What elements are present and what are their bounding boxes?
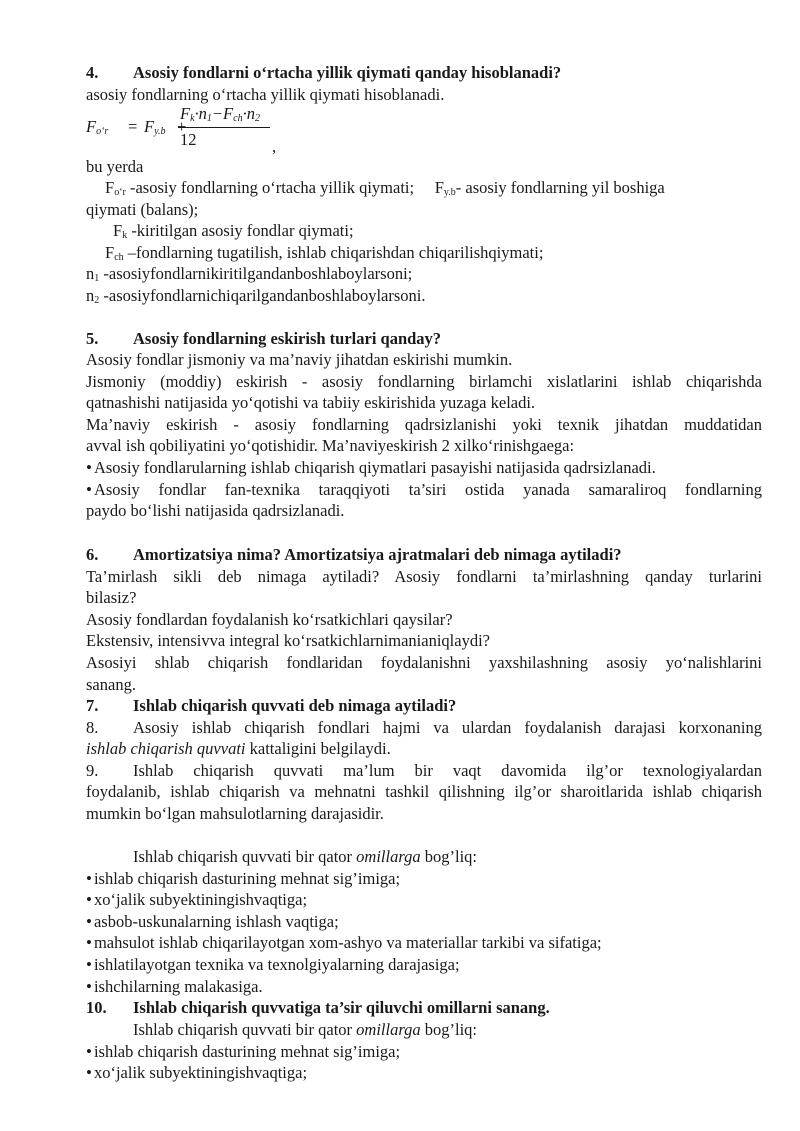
q10-heading	[86, 997, 762, 1018]
q5-number: 5.	[86, 329, 99, 348]
item-8-line-2: ishlab chiqarish quvvati kattaligini belgilaydi.	[86, 739, 391, 758]
bullet-icon	[86, 933, 94, 952]
q4-heading	[86, 62, 762, 83]
factor-item: • ishlab chiqarish dasturining mehnat sig’imiga;	[86, 868, 762, 889]
factor-item: • ishchilarning malakasiga.	[86, 976, 762, 997]
item-9-line-3: mumkin bo‘lgan mahsulotlarning darajasidir.	[86, 804, 384, 823]
definition-n2: $n_2$ -asosiyfondlarnichiqarilgandanboshlaboylarsoni.	[86, 286, 426, 306]
q6-paragraph-1-line-1: Ta’mirlash sikli deb nimaga aytiladi? Asosiy fondlarni ta’mirlashning qanday turlarini	[86, 567, 762, 586]
q6-number: 6.	[86, 545, 99, 564]
bullet-icon	[86, 458, 94, 477]
bu-yerda-label: bu yerda	[86, 157, 144, 176]
definition-average: $F_{o‘r}$ -asosiy fondlarning o‘rtacha yillik qiymati; $F_{y.b}-$ asosiy fondlarning yil boshiga	[105, 178, 665, 198]
q6-paragraph-2: Asosiy fondlardan foydalanish ko‘rsatkichlari qaysilar?	[86, 610, 453, 629]
formula-denominator: 12	[180, 130, 197, 149]
formula-lhs: $F_{o‘r}$	[86, 117, 109, 137]
q6-paragraph-4-line-2: sanang.	[86, 675, 136, 694]
bullet-icon	[86, 912, 94, 931]
q5-bullet-2-line-1: • Asosiy fondlar fan-texnika taraqqiyoti ta’siri ostida yanada samaraliroq fondlarning	[86, 479, 762, 500]
q6-paragraph-3: Ekstensiv, intensivva integral ko‘rsatkichlarnimanianiqlaydi?	[86, 631, 490, 650]
factor-item: • ishlatilayotgan texnika va texnolgiyalarning darajasiga;	[86, 954, 762, 975]
bullet-icon	[86, 869, 94, 888]
item-8-line-1: 8. Asosiy ishlab chiqarish fondlari hajmi va ulardan foydalanish darajasi korxonaning	[86, 718, 762, 737]
q10-title: Ishlab chiqarish quvvatiga ta’sir qiluvchi omillarni sanang.	[133, 998, 550, 1017]
q7-number: 7.	[86, 696, 99, 715]
q6-paragraph-4-line-1: Asosiyi shlab chiqarish fondlaridan foydalanishni yaxshilashning asosiy yo‘nalishlarini	[86, 653, 762, 672]
definition-input-funds: $F_k$ -kiritilgan asosiy fondlar qiymati;	[113, 221, 354, 241]
q5-bullet-2-line-2: paydo bo‘lishi natijasida qadrsizlanadi.	[86, 501, 345, 520]
definition-retired-funds: $F_{ch}$ –fondlarning tugatilish, ishlab chiqarishdan chiqarilishqiymati;	[105, 243, 544, 263]
q5-title: Asosiy fondlarning eskirish turlari qanday?	[133, 329, 442, 348]
item-9-number: 9.	[86, 761, 99, 780]
q10-factors-lead: Ishlab chiqarish quvvati bir qator omillarga bog’liq:	[133, 1020, 478, 1039]
bullet-icon	[86, 1063, 94, 1082]
factor-item: • xo‘jalik subyektiningishvaqtiga;	[86, 889, 762, 910]
q6-paragraph-1-line-2: bilasiz?	[86, 588, 137, 607]
q5-paragraph-1: Asosiy fondlar jismoniy va ma’naviy jihatdan eskirishi mumkin.	[86, 350, 513, 369]
q4-number: 4.	[86, 63, 99, 82]
q7-heading	[86, 695, 762, 716]
item-8-number: 8.	[86, 718, 99, 737]
q4-intro: asosiy fondlarning o‘rtacha yillik qiymati hisoblanadi.	[86, 85, 445, 104]
q5-paragraph-2-line-2: qatnashishi natijasida yo‘qotishi va tabiiy eskirishida yuzaga keladi.	[86, 393, 536, 412]
q5-paragraph-3-line-2: avval ish qobiliyatini yo‘qotishidir. Ma’naviyeskirish 2 xilko‘rinishgaega:	[86, 436, 575, 455]
bullet-icon	[86, 1042, 94, 1061]
bullet-icon	[86, 977, 94, 996]
q5-paragraph-2-line-1: Jismoniy (moddiy) eskirish - asosiy fondlarning birlamchi xislatlarini ishlab chiqarishda	[86, 372, 762, 391]
average-value-formula	[86, 103, 386, 155]
bullet-icon	[86, 890, 94, 909]
bullet-icon	[86, 955, 94, 974]
definition-n1: $n_1$ -asosiyfondlarnikiritilgandanboshlaboylarsoni;	[86, 264, 413, 284]
factor-item: • ishlab chiqarish dasturining mehnat sig’imiga;	[86, 1041, 762, 1062]
q7-title: Ishlab chiqarish quvvati deb nimaga aytiladi?	[133, 696, 457, 715]
factor-item: • asbob-uskunalarning ishlash vaqtiga;	[86, 911, 762, 932]
fraction-bar	[178, 127, 270, 128]
definition-balance-cont: qiymati (balans);	[86, 200, 199, 219]
formula-trailing-comma: ,	[272, 137, 277, 156]
q6-heading	[86, 544, 762, 565]
bullet-icon	[86, 480, 94, 499]
q10-number: 10.	[86, 998, 107, 1017]
formula-equals: =	[128, 117, 138, 136]
factor-item: • mahsulot ishlab chiqarilayotgan xom-ashyo va materiallar tarkibi va sifatiga;	[86, 932, 762, 953]
q6-title: Amortizatsiya nima? Amortizatsiya ajratmalari deb nimaga aytiladi?	[133, 545, 622, 564]
q4-title: Asosiy fondlarni o‘rtacha yillik qiymati qanday hisoblanadi?	[133, 63, 562, 82]
item-9-line-1: 9. Ishlab chiqarish quvvati ma’lum bir vaqt davomida ilg’or texnologiyalardan	[86, 761, 762, 780]
formula-term1: $F_{y.b}$	[144, 117, 166, 137]
q5-bullet-1: • Asosiy fondlarularning ishlab chiqarish qiymatlari pasayishi natijasida qadrsizlanadi.	[86, 457, 762, 478]
formula-numerator: $F_k\cdot n_1-F_{ch}\cdot n_2$	[180, 104, 260, 124]
q5-heading	[86, 328, 762, 349]
factor-item: • xo‘jalik subyektiningishvaqtiga;	[86, 1062, 762, 1083]
factors-lead: Ishlab chiqarish quvvati bir qator omillarga bog’liq:	[133, 847, 478, 866]
item-9-line-2: foydalanib, ishlab chiqarish va mehnatni tashkil qilishning ilg’or sharoitlarida ishlab chiqarish	[86, 782, 762, 801]
q5-paragraph-3-line-1: Ma’naviy eskirish - asosiy fondlarning qadrsizlanishi yoki texnik jihatdan muddatidan	[86, 415, 762, 434]
